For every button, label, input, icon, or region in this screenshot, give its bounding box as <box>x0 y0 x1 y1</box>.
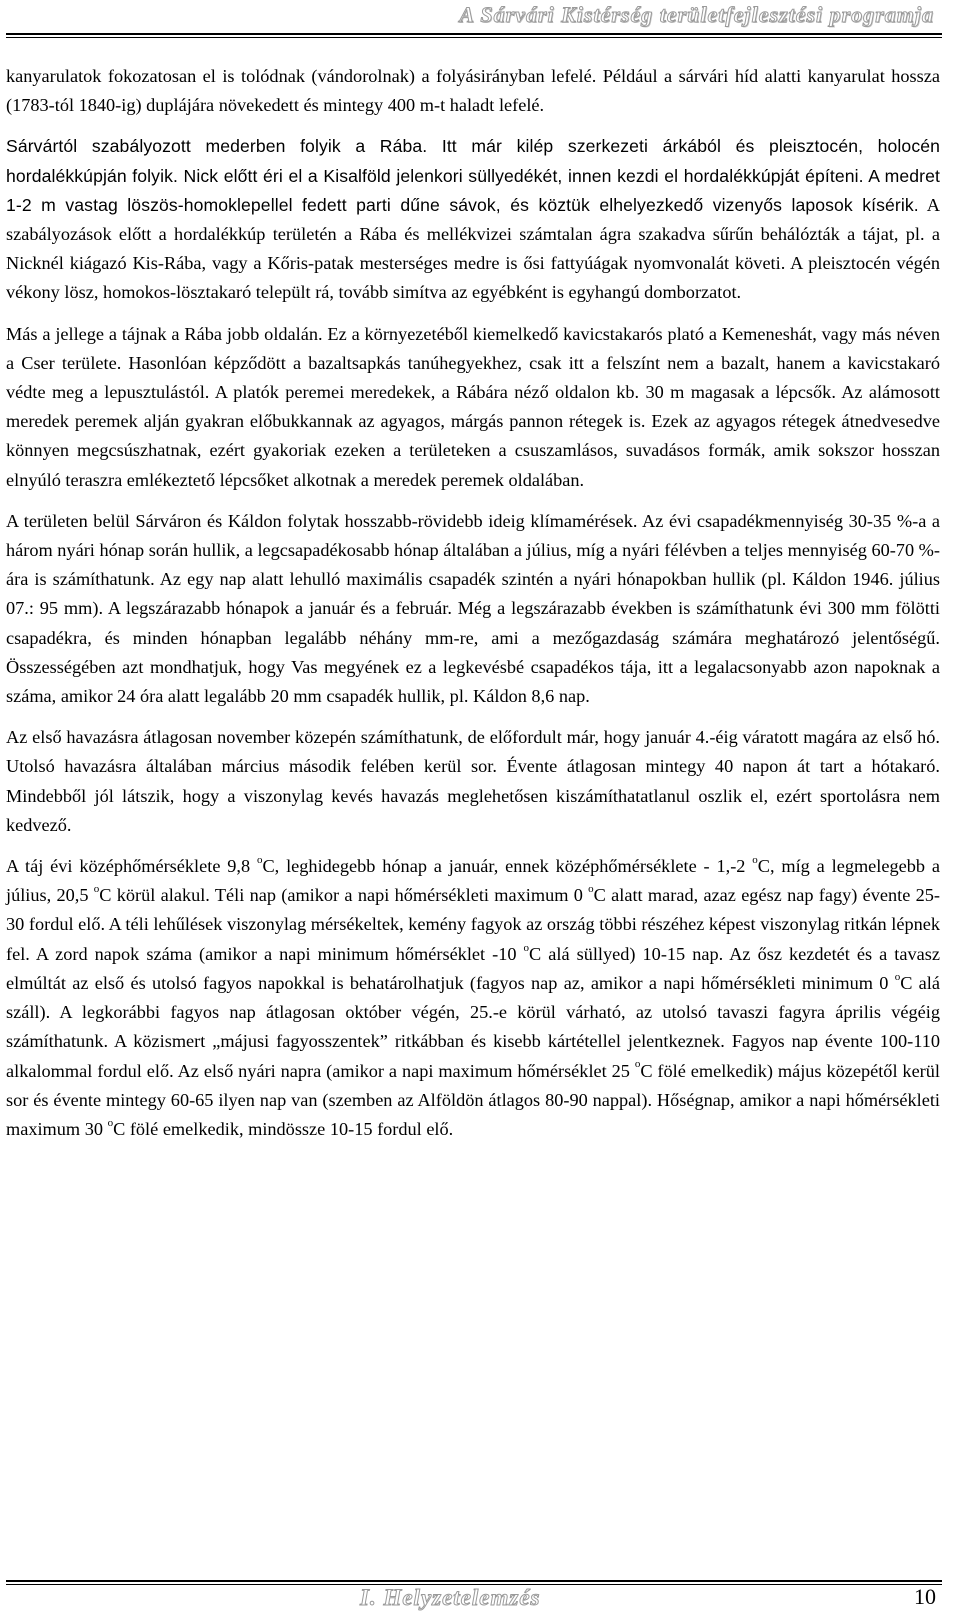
paragraph-2-text-sans: Sárvártól szabályozott mederben folyik a Rába. Itt már kilép szerkezeti árkából és pleisztocén, holocén hordalékkúpján folyik. Nick előtt éri el a Kisalföld jelenkori süllyedékét, innen kezdi el hordalékkúpját építeni. A medret 1-2 m vastag löszös-homoklepellel fedett parti dűne sávok, és köztük elhelyezkedő vizenyős laposok kísérik. <box>6 136 940 215</box>
paragraph-2-text: A szabályozások előtt a hordalékkúp területén a Rába és mellékvizei számtalan ágra szakadva sűrűn behálózták a tájat, pl. a Nicknél kiágazó Kis-Rába, vagy a Kőris-patak mesterséges medre is ősi fattyúágak nyomvonalát követi. A pleisztocén végén vékony lösz, homokos-lösztakaró települt rá, tovább simítva az egyébként is egyhangú domborzatot. <box>6 194 940 303</box>
degree-sup: o <box>634 1058 641 1071</box>
paragraph-6 <box>6 852 940 1144</box>
p6-seg-5: C alatt marad, azaz egész nap fagy) évente 25-30 fordul elő. A téli lehűlések viszonylag mérsékeltek, kemény fagyok az ország többi részéhez képest viszonylag ritkán lépnek fel. A zord napok száma (amikor a napi minimum hőmérséklet -10 <box>6 885 940 964</box>
paragraph-5-text: Az első havazásra átlagosan november közepén számíthatunk, de előfordult már, hogy január 4.-éig váratott magára az első hó. Utolsó havazásra általában március második felében kerül sor. Évente átlagosan mintegy 40 napon át tart a hótakaró. Mindebből jól látszik, hogy a viszonylag kevés havazás meglehetősen kiszámíthatatlanul oszlik el, ezért sportolásra nem kedvező. <box>6 727 940 835</box>
footer-section-title: I. Helyzetelemzés <box>360 1585 541 1610</box>
degree-sup: o <box>523 941 530 954</box>
p6-seg-9: C fölé emelkedik, mindössze 10-15 fordul elő. <box>113 1118 454 1139</box>
paragraph-4-text: A területen belül Sárváron és Káldon folytak hosszabb-rövidebb ideig klímamérések. Az évi csapadékmennyiség 30-35 %-a a három nyári hónap során hullik, a legcsapadékosabb hónap általában a július, míg a nyári félévben a teljes mennyiség 60-70 %-ára is számíthatunk. Az egy nap alatt lehulló maximális csapadék szintén a nyári hónapokban hullik (pl. Káldon 1946. július 07.: 95 mm). A legszárazabb hónapok a január és a február. Még a legszárazabb években is számíthatunk évi 300 mm fölötti csapadékra, és minden hónapban legalább néhány mm-re, ami a mezőgazdaság számára meghatározó jelentőségű. Összességében azt mondhatjuk, hogy Vas megyének ez a legkevésbé csapadékos tája, itt a legalacsonyabb azon napoknak a száma, amikor 24 óra alatt legalább 20 mm csapadék hullik, pl. Káldon 8,6 nap. <box>6 510 940 707</box>
p6-seg-8: C fölé emelkedik) május közepétől kerül sor és évente mintegy 60-65 ilyen nap van (szemben az Alföldön átlagos 80-90 nappal). Hőségnap, amikor a napi hőmérsékleti maximum 30 <box>6 1060 940 1139</box>
header-rule <box>6 33 942 35</box>
p6-seg-6: C alá süllyed) 10-15 nap. Az ősz kezdetét és a tavasz elmúltát az első és utolsó fagyos napokkal is behatárolhatjuk (fagyos nap az, amikor a napi hőmérsékleti minimum 0 <box>6 943 940 993</box>
paragraph-4 <box>6 507 940 711</box>
document-body <box>6 62 940 1156</box>
paragraph-5 <box>6 723 940 840</box>
paragraph-3 <box>6 320 940 495</box>
degree-sup: o <box>93 883 100 896</box>
paragraph-1 <box>6 62 940 120</box>
p6-seg-7: C alá száll). A legkorábbi fagyos nap átlagosan október végén, 25.-e körül várható, az utolsó tavaszi fagyra április végéig számíthatunk. A közismert „májusi fagyosszentek” ritkábban és kisebb kártétellel jelentkeznek. Fagyos nap évente 100-110 alkalommal fordul elő. Az első nyári napra (amikor a napi maximum hőmérséklet 25 <box>6 972 940 1081</box>
p6-seg-4: C körül alakul. Téli nap (amikor a napi hőmérsékleti maximum 0 <box>99 885 589 906</box>
footer-rule <box>6 1580 942 1582</box>
p6-seg-2: C, leghidegebb hónap a január, ennek középhőmérséklete - 1,-2 <box>262 856 753 877</box>
degree-sup: o <box>588 883 594 896</box>
degree-sup: o <box>752 853 758 866</box>
degree-sup: o <box>894 970 901 983</box>
page-number: 10 <box>914 1584 936 1609</box>
paragraph-3-text: Más a jellege a tájnak a Rába jobb oldalán. Ez a környezetéből kiemelkedő kavicstakarós plató a Kemeneshát, vagy más néven a Cser területe. Hasonlóan képződött a bazaltsapkás tanúhegyekhez, csak itt a felszínt nem a bazalt, hanem a kavicstakaró védte meg a lepusztulástól. A platók peremei meredekek, a Rábára néző oldalon kb. 30 m magasak a lépcsők. Az alámosott meredek peremek alján gyakran előbukkannak az agyagos, márgás pannon rétegek is. Ezek az agyagos rétegek átnedvesedve könnyen megcsúszhatnak, ezért gyakoriak ezeken a területeken a csuszamlásos, suvadásos formák, amik sokszor hosszan elnyúló teraszra emlékeztető lépcsőket alkotnak a meredek peremek oldalában. <box>6 323 940 490</box>
degree-sup: o <box>107 1116 114 1129</box>
p6-seg-1: A táj évi középhőmérséklete 9,8 <box>6 856 257 877</box>
p6-seg-3: C, míg a legmelegebb a július, 20,5 <box>6 856 940 906</box>
header-rule-thin <box>6 37 942 38</box>
degree-sup: o <box>256 853 263 866</box>
paragraph-1-text: kanyarulatok fokozatosan el is tolódnak (vándorolnak) a folyásirányban lefelé. Például a sárvári híd alatti kanyarulat hossza (1783-tól 1840-ig) duplájára növekedett és mintegy 400 m-t haladt lefelé. <box>6 66 940 116</box>
header-title: A Sárvári Kistérség területfejlesztési programja <box>459 2 934 27</box>
paragraph-2 <box>6 132 940 307</box>
